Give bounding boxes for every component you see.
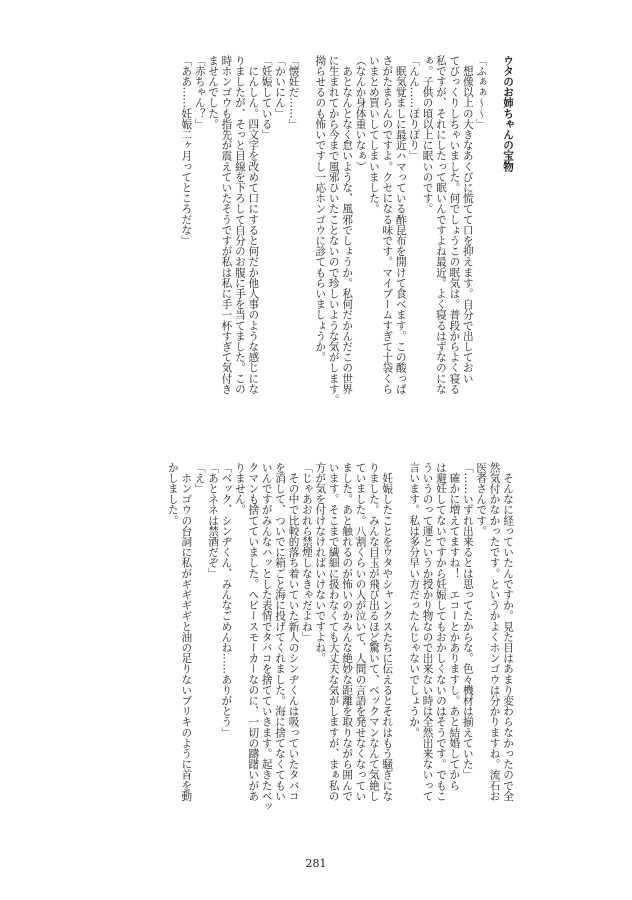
text-line: （なんか身体重いなぁ） xyxy=(354,55,367,172)
text-line: にんしん。四文字を改めて口にすると何だか他人事のような感じにな xyxy=(247,55,260,395)
text-line xyxy=(487,55,500,445)
text-line: 眠気覚ましに最近ハマっている酢昆布を開けて食べます。この酸っぱ xyxy=(394,55,407,395)
text-line: います。そこまで繊細に扱わなくても大丈夫な気がしますが、まぁ私の xyxy=(327,462,340,802)
text-line: ぁ。子供の頃以上に眠いのです。 xyxy=(421,55,434,214)
text-line: 「あとネネは禁酒だぞ」 xyxy=(207,462,220,579)
text-line: 然気付かなかったです。というかよくホンゴウは分かりますね。流石お xyxy=(488,462,501,802)
text-line: 拗らせるのも怖いですし一応ホンゴウに診てもらいましょうか。 xyxy=(314,55,327,363)
text-line: 「懐妊だ……」 xyxy=(287,55,300,130)
text-line: 時ホンゴウも指先が震えていたそうですが私は私に手一杯すぎて気付き xyxy=(220,55,233,395)
text-line: その中で比較的落ち着いていた新人のシンヂくんは吸っていたタバコ xyxy=(287,462,300,802)
text-line: は避妊してないですから妊娠してもおかしくないのはそうです。でもこ xyxy=(434,462,447,802)
top-text-column xyxy=(117,55,514,445)
text-line: に生まれてから今まで風邪ひいたことないので珍しいような気がします。 xyxy=(327,55,340,405)
text-line: りました。みんな目玉が飛び出るほど驚いて、ベックマンなんて気絶し xyxy=(367,462,380,802)
text-line: 「赤ちゃん？」 xyxy=(193,55,206,130)
text-line: 「ベック、シンヂくん、みんなごめんね……ありがとう」 xyxy=(220,462,233,738)
text-line: ていました。八割くらいの人が泣いて、人間の言語を発せなくなってい xyxy=(354,462,367,802)
text-line xyxy=(300,55,313,445)
text-line: 私ですが、それにしたって眠いんですよね最近。よく寝るはずなのにな xyxy=(434,55,447,395)
text-line: 確かに増えてますね！ エコーとかありますし。あと結婚してから xyxy=(448,462,461,791)
text-line: いんですがみんなハッとした表情でタバコを捨てていきます。起きたベッ xyxy=(260,462,273,812)
text-line: 「ああ……妊娠二ヶ月ってところだな」 xyxy=(180,55,193,246)
text-line: 医者さんです。 xyxy=(475,462,488,537)
text-line: あとなんとなく怠いような、風邪でしょうか。私何だかんだこの世界 xyxy=(341,55,354,395)
text-line: てびっくりしちゃいました。何でしょうこの眠気は。普段からよく寝る xyxy=(448,55,461,395)
text-line: ういうのって運というか授かり物なので出来ない時は全然出来ないって xyxy=(421,462,434,802)
text-line: を消して、ついでに箱ごと海に投げてくれました。海に捨てなくてもい xyxy=(274,462,287,802)
text-line: 「妊娠している」 xyxy=(260,55,273,140)
text-line xyxy=(393,462,406,852)
text-line: りません。 xyxy=(233,462,246,515)
text-line: 「え」 xyxy=(193,462,206,494)
text-line: 「……いずれ出来るとは思ってたからな。色々機材は揃えていた」 xyxy=(461,462,474,780)
text-line: ました。あと触れるのが怖いのかみんな絶妙な距離を取りながら囲んで xyxy=(341,462,354,802)
text-line: 言います。私は多分早い方だったんじゃないでしょうか。 xyxy=(408,462,421,738)
text-line: 想像以上の大きなあくびに慌てて口を抑えます。自分で出しておい xyxy=(461,55,474,384)
chapter-title: ウタのお姉ちゃんの宝物 xyxy=(502,55,514,172)
text-line: りましたが、そっと目線を下ろして自分のお腹に手を当てました。この xyxy=(233,55,246,395)
text-line: さがたまらんのですよ。クセになる味です。マイブームすぎて十袋くら xyxy=(381,55,394,395)
text-line: いまとめ買いしてしまいました。 xyxy=(367,55,380,214)
text-line: 「かいにん」 xyxy=(274,55,287,119)
text-line: 「んん……ぽりぽり」 xyxy=(408,55,421,161)
text-line: クマンも捨てていました。ヘビースモーカーなのに、一切の躊躇いがあ xyxy=(247,462,260,802)
text-line: 妊娠したことをウタやシャンクスたちに伝えるとそれはもう騒ぎにな xyxy=(381,462,394,802)
bottom-text-column xyxy=(117,462,514,852)
page-number: 281 xyxy=(305,857,327,870)
text-line: ホンゴウの台詞に私がギギギギと油の足りないブリキのように首を動 xyxy=(180,462,193,802)
text-line: ませんでした。 xyxy=(207,55,220,130)
text-line: 「じゃあおれら禁煙しなきゃだよね」 xyxy=(300,462,313,643)
text-line: 方が気を付けなければいけないですよね。 xyxy=(314,462,327,664)
text-line: そんなに経っていたんですか。見た目はあまり変わらなかったので全 xyxy=(502,462,514,802)
text-line: かしました。 xyxy=(166,462,179,526)
text-line: 「ふぁぁ～～」 xyxy=(475,55,488,130)
